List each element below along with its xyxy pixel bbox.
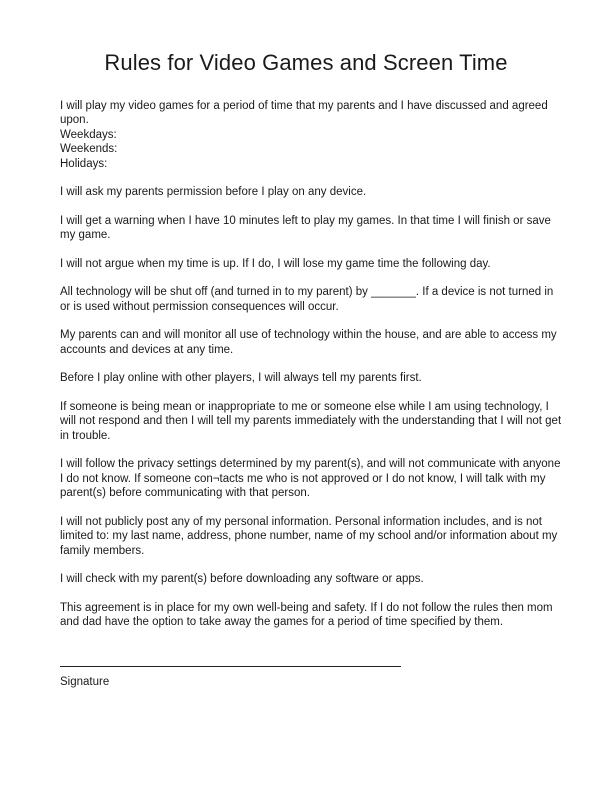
rule-paragraph-personal-info: I will not publicly post any of my personal information. Personal information includes, and is not limited to: my last name, address, phone number, name of my school and/or information about my family members. (60, 515, 558, 557)
rule-paragraph-downloads: I will check with my parent(s) before downloading any software or apps. (60, 573, 424, 586)
rules-body (60, 99, 566, 644)
rule-paragraph-no-arguing: I will not argue when my time is up. If I do, I will lose my game time the following day. (60, 257, 491, 270)
rule-paragraph-permission: I will ask my parents permission before I play on any device. (60, 186, 367, 199)
rule-paragraph-online-play: Before I play online with other players, I will always tell my parents first. (60, 372, 422, 385)
rule-paragraph-time-limits: I will play my video games for a period of time that my parents and I have discussed and agreed upon. Weekdays: Weekends: Holidays: (60, 100, 548, 170)
signature-line (60, 666, 401, 667)
rule-paragraph-bullying: If someone is being mean or inappropriate to me or someone else while I am using technology, I will not respond and then I will tell my parents immediately with the understanding that I will not get in trouble. (60, 401, 562, 442)
signature-label: Signature (60, 676, 110, 688)
rule-paragraph-privacy: I will follow the privacy settings determined by my parent(s), and will not communicate with anyone I do not know. If someone con¬tacts me who is not approved or I do not know, I will talk with my parent(s) before communicating with that person. (60, 458, 561, 500)
rule-paragraph-monitoring: My parents can and will monitor all use of technology within the house, and are able to access my accounts and devices at any time. (60, 329, 557, 356)
rule-paragraph-shutoff: All technology will be shut off (and turned in to my parent) by _______. If a device is not turned in or is used without permission consequences will occur. (60, 286, 554, 313)
rule-paragraph-agreement: This agreement is in place for my own well-being and safety. If I do not follow the rules then mom and dad have the option to take away the games for a period of time specified by them. (60, 601, 553, 629)
page-title: Rules for Video Games and Screen Time (104, 50, 508, 75)
rule-paragraph-warning: I will get a warning when I have 10 minutes left to play my games. In that time I will finish or save my game. (60, 214, 551, 242)
